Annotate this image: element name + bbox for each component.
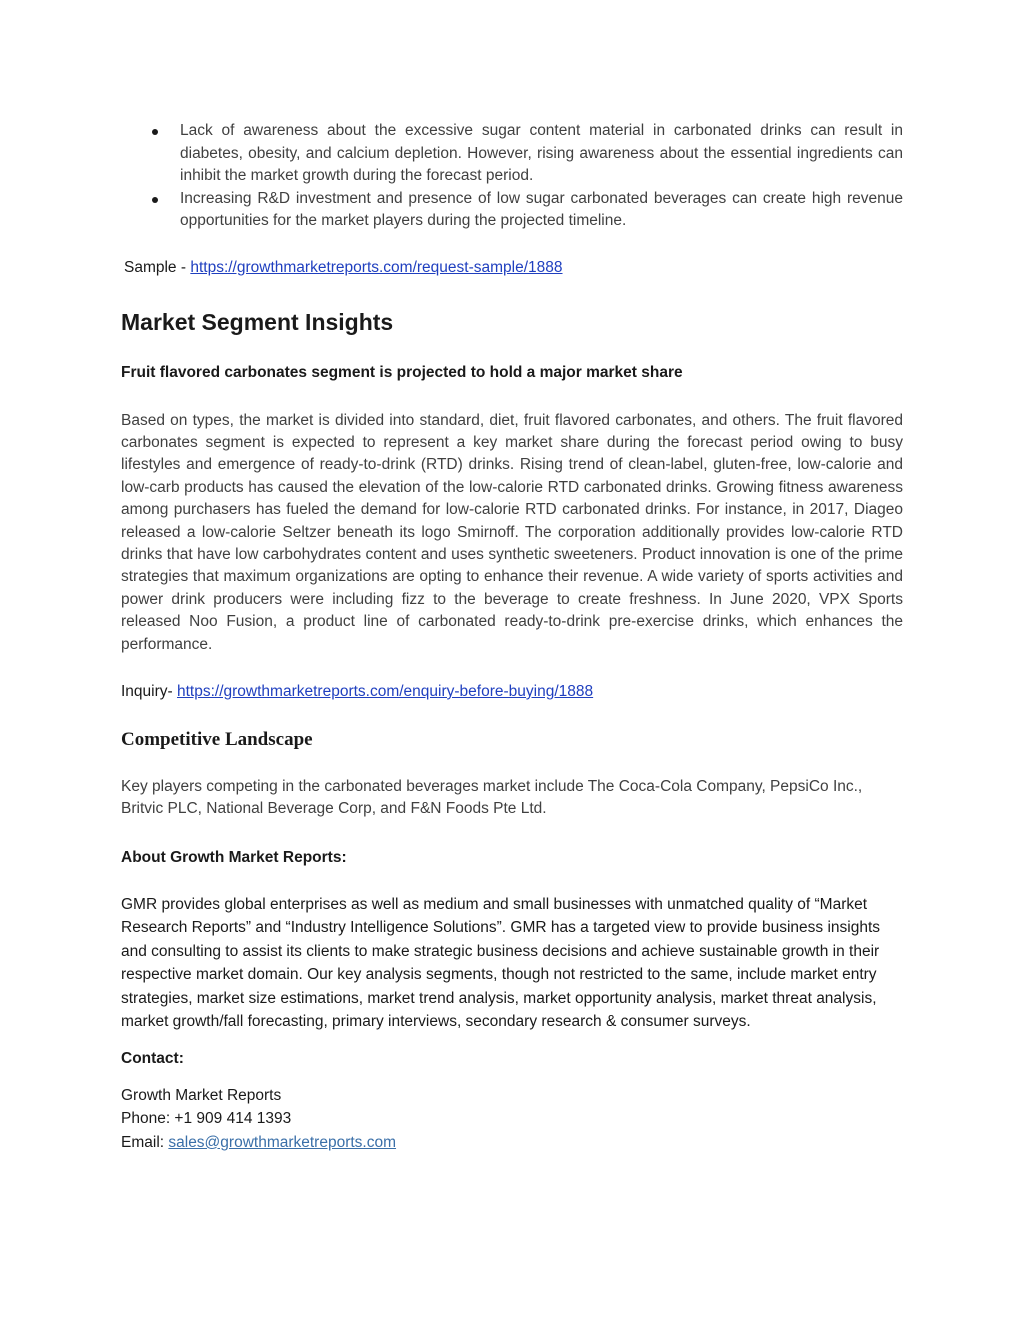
contact-email-link[interactable]: sales@growthmarketreports.com — [168, 1133, 397, 1151]
contact-block — [121, 1084, 903, 1155]
bullet-item — [121, 188, 903, 233]
contact-phone: Phone: +1 909 414 1393 — [121, 1110, 292, 1128]
inquiry-line — [121, 681, 903, 703]
competitive-landscape-heading: Competitive Landscape — [121, 728, 313, 750]
bullet-item — [121, 120, 903, 188]
contact-email-label: Email: — [121, 1133, 169, 1151]
inquiry-label: Inquiry- — [121, 682, 177, 700]
about-paragraph: GMR provides global enterprises as well as medium and small businesses with unmatched quality of “Market Research Reports” and “Industry Intelligence Solutions”. GMR has a targeted view to provide business insights and consulting to assist its clients to make strategic business decisions and achieve sustainable growth in their respective market domain. Our key analysis segments, though not restricted to the same, include market entry strategies, market size estimations, market trend analysis, market opportunity analysis, market threat analysis, market growth/fall forecasting, primary interviews, secondary research & consumer surveys. — [121, 895, 881, 1031]
bullet-text: Lack of awareness about the excessive sugar content material in carbonated drinks can result in diabetes, obesity, and calcium depletion. However, rising awareness about the essential ingredients can inhibit the market growth during the forecast period. — [180, 122, 903, 184]
contact-heading: Contact: — [121, 1049, 184, 1067]
bullet-text: Increasing R&D investment and presence of low sugar carbonated beverages can create high revenue opportunities for the market players during the projected timeline. — [180, 189, 903, 229]
segment-subheading: Fruit flavored carbonates segment is projected to hold a major market share — [121, 363, 683, 381]
market-segment-heading: Market Segment Insights — [121, 308, 394, 335]
bullet-dot-icon — [152, 129, 158, 135]
bullet-dot-icon — [152, 197, 158, 203]
inquiry-link[interactable]: https://growthmarketreports.com/enquiry-before-buying/1888 — [177, 682, 594, 700]
contact-email-line — [121, 1131, 903, 1155]
bullet-list — [121, 120, 903, 233]
sample-label: Sample - — [124, 258, 191, 276]
sample-line — [121, 257, 903, 279]
competitive-paragraph: Key players competing in the carbonated beverages market include The Coca-Cola Company, PepsiCo Inc., Britvic PLC, National Beverage Corp, and F&N Foods Pte Ltd. — [121, 777, 863, 818]
contact-company: Growth Market Reports — [121, 1086, 282, 1104]
segment-paragraph: Based on types, the market is divided into standard, diet, fruit flavored carbonates, and others. The fruit flavored carbonates segment is expected to represent a key market share during the forecast period owing to busy lifestyles and emergence of ready-to-drink (RTD) drinks. Rising trend of clean-label, gluten-free, low-calorie and low-carb products has caused the elevation of the low-calorie RTD carbonated drinks. Growing fitness awareness among purchasers has fueled the demand for low-calorie RTD carbonated drinks. For instance, in 2017, Diageo released a low-calorie Seltzer beneath its logo Smirnoff. The corporation additionally provides low-calorie RTD drinks that have low carbohydrates content and uses synthetic sweeteners. Product innovation is one of the prime strategies that maximum organizations are opting to enhance their revenue. A wide variety of sports activities and power drink producers were including fizz to the beverage to create freshness. In June 2020, VPX Sports released Noo Fusion, a product line of carbonated ready-to-drink pre-exercise drinks, which enhances the performance. — [121, 411, 903, 653]
sample-link[interactable]: https://growthmarketreports.com/request-sample/1888 — [190, 258, 563, 276]
document-page — [121, 120, 903, 1154]
about-heading: About Growth Market Reports: — [121, 848, 347, 866]
